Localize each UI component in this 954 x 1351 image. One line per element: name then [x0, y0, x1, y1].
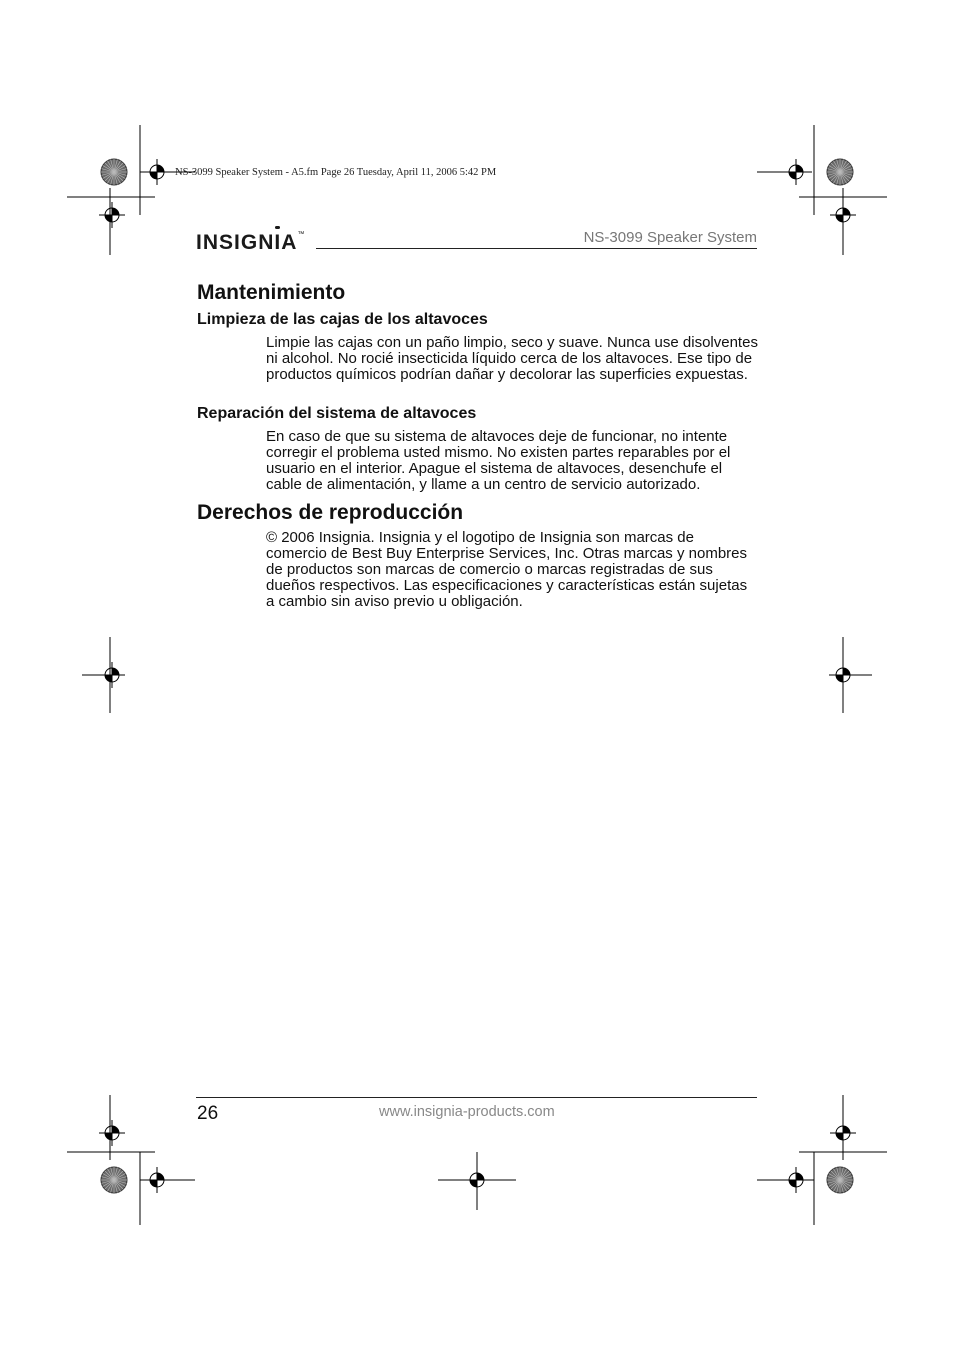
registration-mark-icon — [99, 1120, 125, 1146]
paragraph-limpieza: Limpie las cajas con un paño limpio, seco y suave. Nunca use disolventes ni alcohol. No rocié insecticida líquido cerca de los altavoces. Ese tipo de productos químicos podrían dañar y decolorar las superficies expuestas. — [266, 334, 758, 383]
color-bar-icon — [827, 1167, 853, 1193]
footer-url: www.insignia-products.com — [379, 1104, 555, 1120]
logo-trademark: ™ — [297, 231, 305, 238]
registration-mark-icon — [830, 202, 856, 228]
color-bar-icon — [101, 1167, 127, 1193]
insignia-logo — [196, 231, 304, 255]
logo-text-b: NIA — [258, 231, 298, 254]
registration-mark-icon — [783, 159, 809, 185]
registration-mark-icon — [830, 1120, 856, 1146]
paragraph-derechos: © 2006 Insignia. Insignia y el logotipo de Insignia son marcas de comercio de Best Buy Enterprise Services, Inc. Otras marcas y nombres de productos son marcas de comercio o marcas registradas de sus dueños respectivos. Las especificaciones y características están sujetas a cambio sin aviso previo u obligación. — [266, 529, 748, 610]
registration-mark-icon — [830, 662, 856, 688]
page-number: 26 — [197, 1103, 219, 1124]
subsection-title-reparacion: Reparación del sistema de altavoces — [197, 405, 477, 422]
registration-mark-icon — [144, 159, 170, 185]
header-product-name: NS-3099 Speaker System — [583, 229, 757, 246]
color-bar-icon — [827, 159, 853, 185]
registration-mark-icon — [144, 1167, 170, 1193]
logo-text-a: INSIG — [196, 231, 259, 254]
paragraph-reparacion: En caso de que su sistema de altavoces deje de funcionar, no intente corregir el problema usted mismo. No existen partes reparables por el usuario en el interior. Apague el sistema de altavoces, desenchufe el cable de alimentación, y llame a un centro de servicio autorizado. — [266, 428, 731, 493]
registration-mark-icon — [783, 1167, 809, 1193]
header-rule — [316, 248, 757, 249]
registration-mark-icon — [464, 1167, 490, 1193]
slug-line: NS-3099 Speaker System - A5.fm Page 26 Tuesday, April 11, 2006 5:42 PM — [175, 167, 497, 178]
color-bar-icon — [101, 159, 127, 185]
subsection-title-limpieza: Limpieza de las cajas de los altavoces — [197, 311, 488, 328]
section-title-mantenimiento: Mantenimiento — [197, 281, 346, 304]
footer-rule — [196, 1097, 757, 1098]
registration-mark-icon — [99, 202, 125, 228]
section-title-derechos: Derechos de reproducción — [197, 501, 464, 524]
registration-mark-icon — [99, 662, 125, 688]
